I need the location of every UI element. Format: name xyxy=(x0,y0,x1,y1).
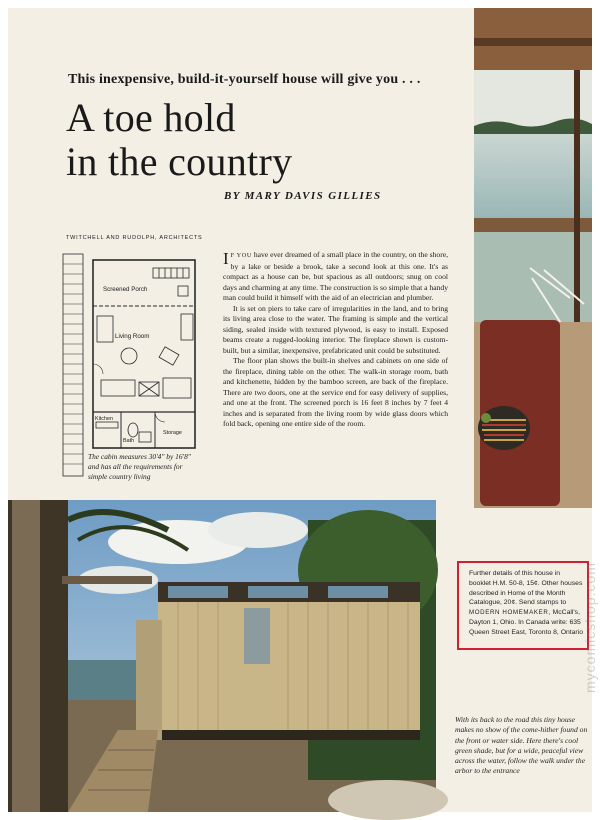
info-line-2: McCall's, Dayton 1, Ohio. In Canada write: 635 Queen Street East, Toronto 8, Ontario xyxy=(469,609,583,636)
floor-plan xyxy=(63,246,197,480)
plan-label-kitchen: Kitchen xyxy=(95,416,113,422)
ordering-info-text xyxy=(469,569,583,638)
exterior-photo xyxy=(8,500,436,812)
paragraph-2: It is set on piers to take care of irregularities in the land, and to bring its living area close to the water. The framing is simple and the vertical siding, sealed inside with textured plywood, is easy to install. Exposed beams create a rugged-looking interior. The fireplace shown is custom-built, but a similar, inexpensive, prefabricated unit could be substituted. xyxy=(223,303,448,355)
ordering-info-box xyxy=(457,561,589,650)
paragraph-1 xyxy=(223,250,448,304)
plan-label-storage: Storage xyxy=(163,430,182,436)
plan-label-porch: Screened Porch xyxy=(103,286,148,293)
paragraph-1-text: have ever dreamed of a small place in the country, on the shore, by a lake or beside a brook, take a second look at this one. It's as compact as a house can be, but spacious as all outdoors; snug on cool days and charming at any time. The construction is so simple that a handy man could build it himself with the aid of an electrician and plumber. xyxy=(223,250,448,302)
article-headline xyxy=(66,96,292,184)
architects-credit: TWITCHELL AND RUDOLPH, ARCHITECTS xyxy=(66,235,203,241)
interior-photo xyxy=(474,8,592,508)
plan-label-living: Living Room xyxy=(115,333,150,340)
paragraph-3: The floor plan shows the built-in shelves and cabinets on one side of the fireplace, dining table on the other. The walk-in storage room, bath and kitchenette, hidden by the bamboo screen, are back of the fireplace. There are two doors, one at the service end for easy delivery of supplies, and one at the front. The screened porch is 16 feet 8 inches by 7 feet 4 inches and is separated from the living room by wide glass doors which fold back, opening one entire side of the room. xyxy=(223,356,448,428)
info-line-1: Further details of this house in booklet H.M. 50-8, 15¢. Other houses described in Home of the Month Catalogue, 20¢. Send stamps to xyxy=(469,570,583,607)
info-publisher: MODERN HOMEMAKER, xyxy=(469,609,551,617)
headline-line-1: A toe hold xyxy=(66,95,236,140)
article-body xyxy=(223,250,448,430)
article-byline: BY MARY DAVIS GILLIES xyxy=(224,190,382,202)
lead-in: F YOU xyxy=(230,252,252,259)
exterior-photo-caption: With its back to the road this tiny house makes no show of the come-hither found on the front or water side. Here there's cool green shade, but for a wide, peaceful view across the water, follow the walk under the arbor to the entrance xyxy=(455,715,588,776)
magazine-page xyxy=(8,8,598,812)
floor-plan-caption: The cabin measures 30'4" by 16'8" and has all the requirements for simple country living xyxy=(88,452,191,481)
article-kicker: This inexpensive, build-it-yourself house will give you . . . xyxy=(68,72,421,87)
watermark: mycomicshop.com xyxy=(582,562,598,693)
headline-line-2: in the country xyxy=(66,139,293,184)
drop-cap: I xyxy=(223,249,229,268)
plan-label-bath: Bath xyxy=(123,438,135,444)
